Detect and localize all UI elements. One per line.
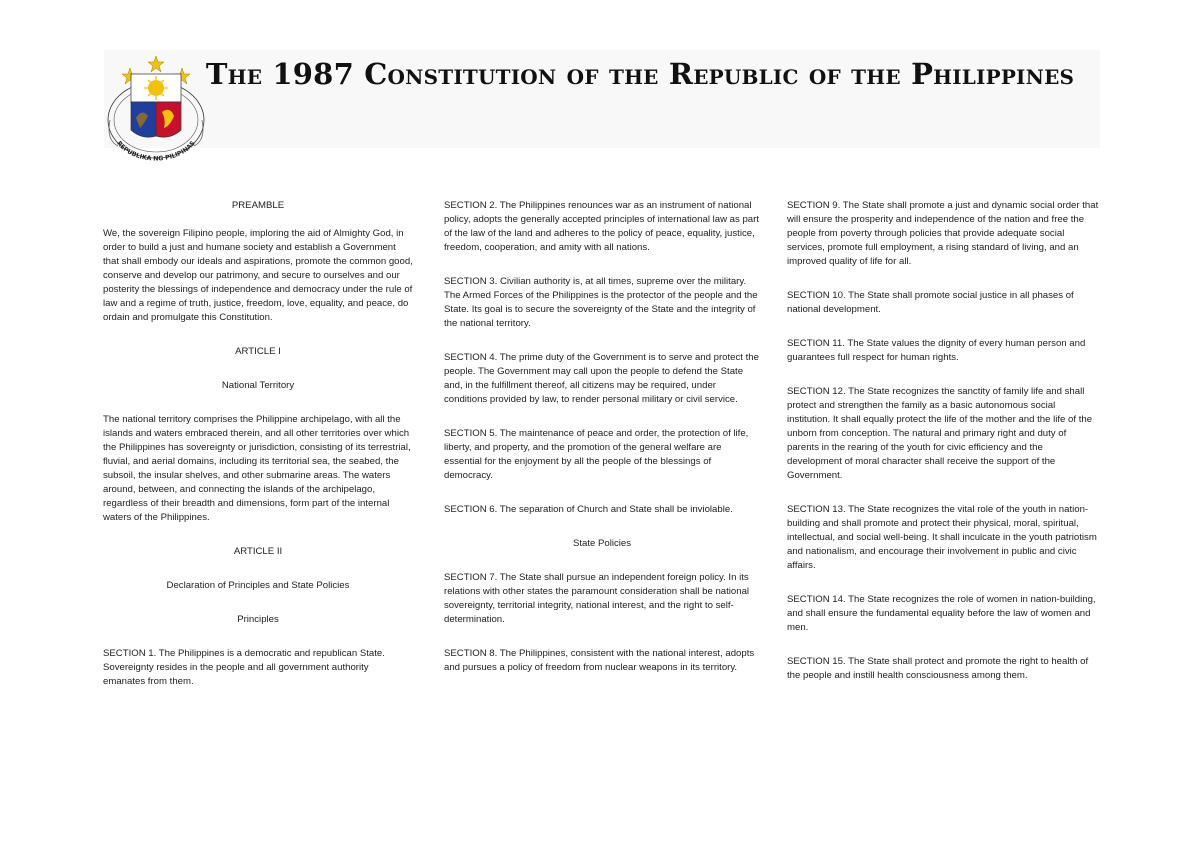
page-title: The 1987 Constitution of the Republic of the Philippines <box>205 57 1075 91</box>
section-1: SECTION 1. The Philippines is a democratic and republican State. Sovereignty resides in the people and all government authority emanates from them. <box>103 648 385 687</box>
column-1 <box>103 199 413 689</box>
section-3: SECTION 3. Civilian authority is, at all times, supreme over the military. The Armed Forces of the Philippines is the protector of the people and the State. Its goal is to secure the sovereignty of the State and the integrity of the national territory. <box>444 276 758 329</box>
section-2: SECTION 2. The Philippines renounces war as an instrument of national policy, adopts the generally accepted principles of international law as part of the law of the land and adheres to the policy of peace, equality, justice, freedom, cooperation, and amity with all nations. <box>444 200 760 253</box>
article-2-title: Declaration of Principles and State Policies <box>166 580 350 591</box>
article-1-title: National Territory <box>221 380 295 391</box>
article-2-heading: ARTICLE II <box>233 546 283 557</box>
preamble-text: We, the sovereign Filipino people, imploring the aid of Almighty God, in order to build a just and humane society and establish a Government that shall embody our ideals and aspirations, promote the common good, conserve and develop our patrimony, and secure to ourselves and our posterity the blessings of independence and democracy under the rule of law and a regime of truth, justice, freedom, love, equality, and peace, do ordain and promulgate this Constitution. <box>103 228 413 323</box>
section-13: SECTION 13. The State recognizes the vital role of the youth in nation-building and shall promote and protect their physical, moral, spiritual, intellectual, and social well-being. It shall inculcate in the youth patriotism and nationalism, and encourage their involvement in public and civic affairs. <box>787 504 1097 571</box>
section-15: SECTION 15. The State shall protect and promote the right to health of the people and instill health consciousness among them. <box>787 656 1089 681</box>
section-10: SECTION 10. The State shall promote social justice in all phases of national development. <box>787 290 1074 315</box>
state-policies-heading: State Policies <box>572 538 632 549</box>
section-14: SECTION 14. The State recognizes the role of women in nation-building, and shall ensure the fundamental equality before the law of women and men. <box>787 594 1096 633</box>
section-9: SECTION 9. The State shall promote a just and dynamic social order that will ensure the prosperity and independence of the nation and free the people from poverty through policies that provide adequate social services, promote full employment, a rising standard of living, and an improved quality of life for all. <box>787 200 1099 267</box>
section-11: SECTION 11. The State values the dignity of every human person and guarantees full respect for human rights. <box>787 338 1086 363</box>
principles-heading: Principles <box>237 614 279 625</box>
article-1-heading: ARTICLE I <box>235 346 281 357</box>
section-8: SECTION 8. The Philippines, consistent with the national interest, adopts and pursues a policy of freedom from nuclear weapons in its territory. <box>444 648 755 673</box>
column-3 <box>787 199 1100 683</box>
seal-text: REPUBLIKA NG PILIPINAS <box>115 140 197 163</box>
preamble-heading: PREAMBLE <box>231 200 285 211</box>
article-1-text: The national territory comprises the Philippine archipelago, with all the islands and waters embraced therein, and all other territories over which the Philippines has sovereignty or jurisdiction, consisting of its terrestrial, fluvial, and aerial domains, including its territorial sea, the seabed, the subsoil, the insular shelves, and other submarine areas. The waters around, between, and connecting the islands of the archipelago, regardless of their breadth and dimensions, form part of the internal waters of the Philippines. <box>103 414 411 523</box>
column-2 <box>444 199 760 675</box>
section-6: SECTION 6. The separation of Church and State shall be inviolable. <box>444 504 733 515</box>
section-4: SECTION 4. The prime duty of the Government is to serve and protect the people. The Government may call upon the people to defend the State and, in the fulfillment thereof, all citizens may be required, under conditions provided by law, to render personal military or civil service. <box>444 352 759 405</box>
section-7: SECTION 7. The State shall pursue an independent foreign policy. In its relations with other states the paramount consideration shall be national sovereignty, territorial integrity, national interest, and the right to self-determination. <box>444 572 750 625</box>
section-12: SECTION 12. The State recognizes the sanctity of family life and shall protect and strengthen the family as a basic autonomous social institution. It shall equally protect the life of the mother and the life of the unborn from conception. The natural and primary right and duty of parents in the rearing of the youth for civic efficiency and the development of moral character shall receive the support of the Government. <box>787 386 1093 481</box>
section-5: SECTION 5. The maintenance of peace and order, the protection of life, liberty, and property, and the promotion of the general welfare are essential for the enjoyment by all the people of the blessings of democracy. <box>444 428 749 481</box>
